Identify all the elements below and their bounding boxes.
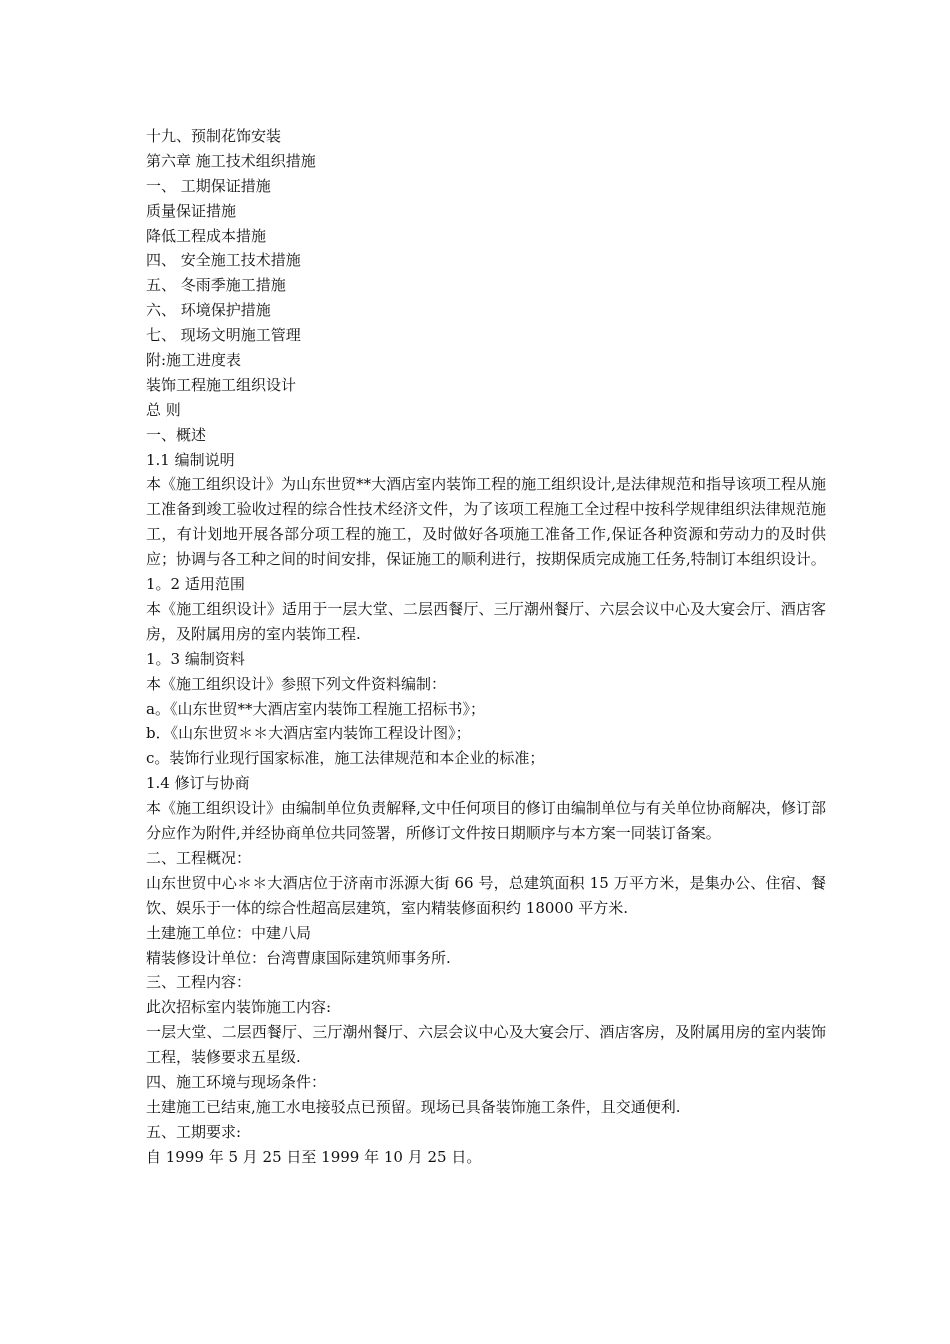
section-1-2-body: 本《施工组织设计》适用于一层大堂、二层西餐厅、三厅潮州餐厅、六层会议中心及大宴会厅、酒店客房，及附属用房的室内装饰工程.	[146, 599, 826, 643]
section-2-body: 山东世贸中心＊＊大酒店位于济南市泺源大街 66 号，总建筑面积 15 万平方米，是集办公、住宿、餐饮、娱乐于一体的综合性超高层建筑，室内精装修面积约 18000 平方米.	[146, 873, 826, 917]
document-title: 装饰工程施工组织设计	[146, 375, 297, 394]
toc-item-3: 降低工程成本措施	[146, 226, 267, 245]
general-heading: 总 则	[146, 400, 181, 419]
section-3-intro: 此次招标室内装饰施工内容:	[146, 998, 332, 1017]
reference-item-a: a。《山东世贸**大酒店室内装饰工程施工招标书》；	[146, 699, 485, 718]
section-5-heading: 五、工期要求:	[146, 1122, 242, 1141]
design-firm: 精装修设计单位：台湾曹康国际建筑师事务所.	[146, 948, 451, 967]
section-3-body: 一层大堂、二层西餐厅、三厅潮州餐厅、六层会议中心及大宴会厅、酒店客房，及附属用房的室内装饰工程，装修要求五星级.	[146, 1023, 826, 1067]
toc-item-6: 六、 环境保护措施	[146, 301, 271, 320]
toc-item-5: 五、 冬雨季施工措施	[146, 276, 286, 295]
section-3-heading: 三、工程内容：	[146, 973, 252, 992]
section-1-1-body: 本《施工组织设计》为山东世贸**大酒店室内装饰工程的施工组织设计,是法律规范和指导该项工程从施工准备到竣工验收过程的综合性技术经济文件，为了该项工程施工全过程中按科学规律组织法律规范施工，有计划地开展各部分项工程的施工，及时做好各项施工准备工作,保证各种资源和劳动力的及时供应；协调与各工种之间的时间安排，保证施工的顺利进行，按期保质完成施工任务,特制订本组织设计。	[146, 475, 826, 569]
toc-item-7: 七、 现场文明施工管理	[146, 326, 301, 345]
toc-item-2: 质量保证措施	[146, 201, 237, 220]
reference-item-b: b．《山东世贸＊＊大酒店室内装饰工程设计图》；	[146, 724, 471, 743]
section-1-3-heading: 1。3 编制资料	[146, 649, 245, 668]
section-1-2-heading: 1。2 适用范围	[146, 575, 245, 594]
section-1-1-heading: 1.1 编制说明	[146, 450, 235, 469]
civil-contractor: 土建施工单位：中建八局	[146, 923, 312, 942]
document-body	[146, 124, 826, 1170]
toc-chapter-6: 第六章 施工技术组织措施	[146, 151, 316, 170]
reference-item-c: c。装饰行业现行国家标准，施工法律规范和本企业的标准；	[146, 749, 545, 768]
toc-appendix: 附:施工进度表	[146, 351, 242, 370]
section-1-3-body: 本《施工组织设计》参照下列文件资料编制：	[146, 674, 447, 693]
toc-item-1: 一、 工期保证措施	[146, 176, 271, 195]
section-2-heading: 二、工程概况：	[146, 848, 252, 867]
section-1-4-body: 本《施工组织设计》由编制单位负责解释,文中任何项目的修订由编制单位与有关单位协商解决，修订部分应作为附件,并经协商单位共同签署，所修订文件按日期顺序与本方案一同装订备案。	[146, 799, 826, 843]
toc-line-19: 十九、预制花饰安装	[146, 127, 282, 145]
section-4-body: 土建施工已结束,施工水电接驳点已预留。现场已具备装饰施工条件，且交通便利.	[146, 1097, 681, 1116]
section-1-4-heading: 1.4 修订与协商	[146, 774, 250, 793]
section-5-body: 自 1999 年 5 月 25 日至 1999 年 10 月 25 日。	[146, 1147, 482, 1166]
section-4-heading: 四、施工环境与现场条件：	[146, 1073, 327, 1092]
section-1-heading: 一、概述	[146, 425, 207, 444]
toc-item-4: 四、 安全施工技术措施	[146, 251, 301, 270]
